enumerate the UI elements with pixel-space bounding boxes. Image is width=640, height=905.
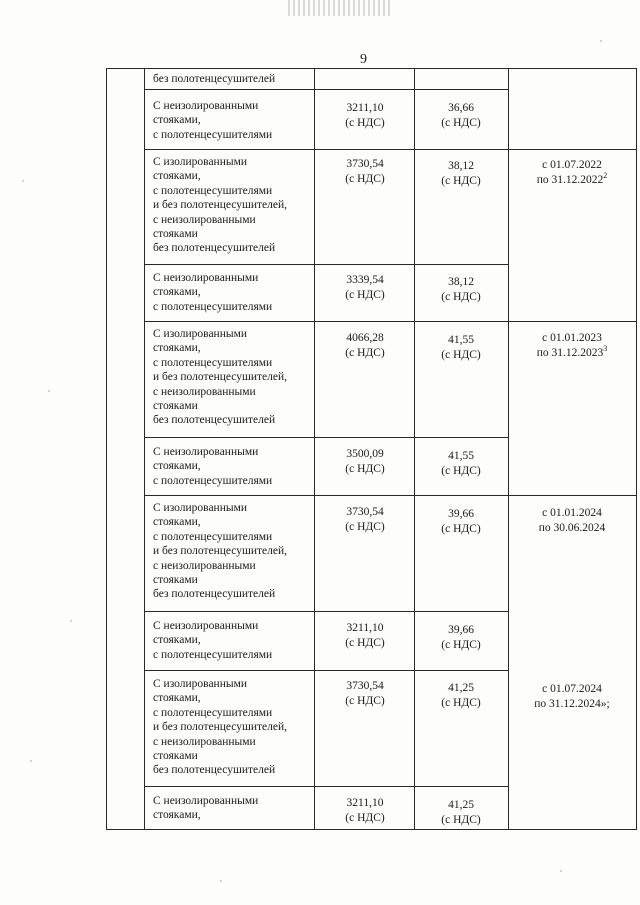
col-divider-3 bbox=[414, 68, 415, 830]
price-vat-note: (с НДС) bbox=[345, 521, 385, 533]
rate-vat-note: (с НДС) bbox=[441, 697, 481, 709]
rate-vat-note: (с НДС) bbox=[441, 349, 481, 361]
period-from: с 01.01.2024 bbox=[542, 507, 602, 519]
period-to-text: по 31.12.2023 bbox=[536, 347, 604, 359]
scan-speck bbox=[22, 180, 24, 182]
rate-value: 38,12 bbox=[448, 160, 474, 172]
row-sep bbox=[144, 89, 508, 90]
price-value: 3730,54 bbox=[346, 158, 384, 170]
footnote-mark: 2 bbox=[603, 171, 608, 181]
table-border-left bbox=[106, 68, 107, 830]
col-divider-1 bbox=[144, 68, 145, 830]
price-vat-note: (с НДС) bbox=[345, 812, 385, 824]
price-vat-note: (с НДС) bbox=[345, 463, 385, 475]
rate-vat-note: (с НДС) bbox=[441, 117, 481, 129]
scan-speck bbox=[30, 760, 32, 762]
scan-speck bbox=[70, 620, 72, 622]
price-vat-note: (с НДС) bbox=[345, 173, 385, 185]
row-desc: С неизолированными стояками, с полотенцесушителями bbox=[153, 272, 273, 313]
rate-value: 41,25 bbox=[448, 799, 474, 811]
row-desc: С изолированными стояками, с полотенцесушителями и без полотенцесушителей, с неизолированными стояками без полотенцесушителей bbox=[153, 502, 288, 601]
period-from: с 01.01.2023 bbox=[542, 332, 602, 344]
rate-value: 39,66 bbox=[448, 624, 474, 636]
col-divider-2 bbox=[314, 68, 315, 830]
rate-value: 36,66 bbox=[448, 102, 474, 114]
period-to: по 31.12.2024»; bbox=[534, 698, 610, 710]
rate-vat-note: (с НДС) bbox=[441, 639, 481, 651]
row-sep bbox=[144, 321, 637, 322]
period-to bbox=[512, 173, 632, 187]
row-desc: С изолированными стояками, с полотенцесушителями и без полотенцесушителей, с неизолированными стояками без полотенцесушителей bbox=[153, 328, 288, 427]
row-sep bbox=[144, 495, 637, 496]
page-number: 9 bbox=[360, 52, 367, 67]
period-from: с 01.07.2022 bbox=[542, 159, 602, 171]
rate-value: 41,55 bbox=[448, 450, 474, 462]
price-value: 3730,54 bbox=[346, 680, 384, 692]
row-desc: С неизолированными стояками, с полотенцесушителями bbox=[153, 620, 273, 661]
row-desc: С неизолированными стояками, с полотенцесушителями bbox=[153, 446, 273, 487]
rate-vat-note: (с НДС) bbox=[441, 175, 481, 187]
rate-value: 38,12 bbox=[448, 276, 474, 288]
price-value: 3730,54 bbox=[346, 506, 384, 518]
row-desc: С неизолированными стояками, bbox=[153, 795, 259, 822]
rate-value: 41,25 bbox=[448, 682, 474, 694]
rate-vat-note: (с НДС) bbox=[441, 814, 481, 826]
footnote-mark: 3 bbox=[603, 344, 608, 354]
price-vat-note: (с НДС) bbox=[345, 347, 385, 359]
rate-value: 41,55 bbox=[448, 334, 474, 346]
row-desc: С неизолированными стояками, с полотенцесушителями bbox=[153, 100, 273, 141]
table-bottom bbox=[106, 829, 637, 830]
period-to-text: по 31.12.2022 bbox=[536, 174, 604, 186]
price-vat-note: (с НДС) bbox=[345, 117, 385, 129]
rate-vat-note: (с НДС) bbox=[441, 523, 481, 535]
price-value: 4066,28 bbox=[346, 332, 384, 344]
row-sep bbox=[144, 264, 508, 265]
price-vat-note: (с НДС) bbox=[345, 695, 385, 707]
row-desc: без полотенцесушителей bbox=[153, 73, 276, 85]
row-sep bbox=[144, 437, 508, 438]
scan-speck bbox=[560, 870, 562, 872]
scan-speck bbox=[220, 880, 222, 882]
price-value: 3500,09 bbox=[346, 448, 384, 460]
period-to bbox=[512, 346, 632, 360]
row-sep bbox=[144, 149, 637, 150]
price-value: 3339,54 bbox=[346, 274, 384, 286]
row-sep bbox=[144, 611, 508, 612]
price-value: 3211,10 bbox=[346, 797, 384, 809]
price-value: 3211,10 bbox=[346, 102, 384, 114]
period-from: с 01.07.2024 bbox=[542, 683, 602, 695]
period-to: по 30.06.2024 bbox=[538, 522, 606, 534]
rate-vat-note: (с НДС) bbox=[441, 465, 481, 477]
rate-vat-note: (с НДС) bbox=[441, 291, 481, 303]
col-divider-4 bbox=[508, 68, 509, 830]
scan-speck bbox=[48, 390, 50, 392]
price-value: 3211,10 bbox=[346, 622, 384, 634]
row-sep bbox=[144, 786, 508, 787]
rate-value: 39,66 bbox=[448, 508, 474, 520]
price-vat-note: (с НДС) bbox=[345, 289, 385, 301]
table-top bbox=[106, 68, 637, 69]
row-desc: С изолированными стояками, с полотенцесушителями и без полотенцесушителей, с неизолированными стояками без полотенцесушителей bbox=[153, 156, 288, 255]
row-sep bbox=[144, 670, 508, 671]
table-border-right bbox=[636, 68, 637, 830]
price-vat-note: (с НДС) bbox=[345, 637, 385, 649]
row-desc: С изолированными стояками, с полотенцесушителями и без полотенцесушителей, с неизолированными стояками без полотенцесушителей bbox=[153, 678, 288, 777]
scan-speck bbox=[600, 40, 602, 42]
